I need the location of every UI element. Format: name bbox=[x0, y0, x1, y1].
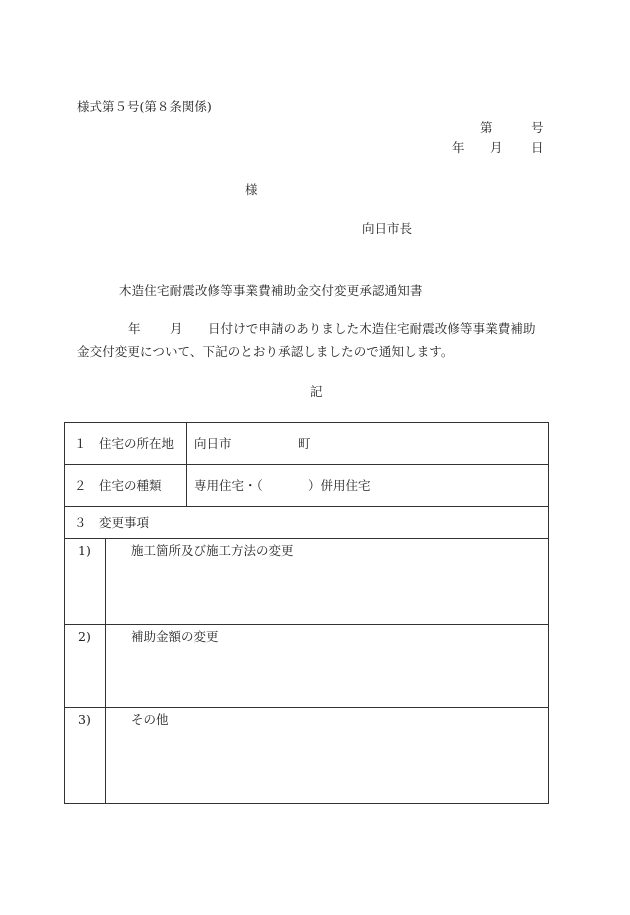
column-divider bbox=[186, 465, 187, 506]
form-number-label: 様式第５号(第８条関係) bbox=[77, 99, 212, 114]
ki-marker: 記 bbox=[310, 384, 323, 399]
table-row-change-items-header bbox=[65, 507, 548, 539]
body-text-line-1: 日付けで申請のありました木造住宅耐震改修等事業費補助 bbox=[208, 321, 536, 336]
change-items-label: ３ 変更事項 bbox=[74, 515, 150, 530]
location-city: 向日市 bbox=[194, 436, 232, 451]
date-year-label: 年 bbox=[452, 140, 465, 155]
location-label: １ 住宅の所在地 bbox=[74, 436, 175, 451]
body-text-line-2: 金交付変更について、下記のとおり承認しましたので通知します。 bbox=[77, 344, 454, 359]
date-month-label: 月 bbox=[490, 140, 503, 155]
column-divider bbox=[105, 539, 106, 624]
table-row-location bbox=[65, 423, 548, 465]
body-month-label: 月 bbox=[170, 321, 183, 336]
detail-table bbox=[64, 422, 549, 804]
change-item-label: その他 bbox=[131, 712, 169, 727]
date-day-label: 日 bbox=[531, 140, 544, 155]
house-type-combined: ）併用住宅 bbox=[308, 478, 371, 493]
document-number-suffix: 号 bbox=[531, 120, 544, 135]
table-row-change-item-3 bbox=[65, 708, 548, 803]
change-item-number: 1) bbox=[78, 543, 91, 558]
table-row-change-item-2 bbox=[65, 625, 548, 708]
sender-name: 向日市長 bbox=[362, 221, 413, 236]
house-type-dedicated: 専用住宅・（ bbox=[194, 478, 263, 493]
column-divider bbox=[105, 625, 106, 707]
change-item-number: 2) bbox=[78, 629, 91, 644]
change-item-number: 3) bbox=[78, 712, 91, 727]
house-type-label: ２ 住宅の種類 bbox=[74, 478, 162, 493]
document-number-prefix: 第 bbox=[480, 120, 493, 135]
body-paragraph-line-1 bbox=[0, 323, 630, 339]
change-item-label: 施工箇所及び施工方法の変更 bbox=[131, 543, 294, 558]
table-row-change-item-1 bbox=[65, 539, 548, 625]
body-year-label: 年 bbox=[128, 321, 141, 336]
document-title: 木造住宅耐震改修等事業費補助金交付変更承認通知書 bbox=[119, 283, 423, 298]
addressee-honorific: 様 bbox=[245, 182, 258, 197]
change-item-label: 補助金額の変更 bbox=[131, 629, 219, 644]
column-divider bbox=[186, 423, 187, 464]
table-row-house-type bbox=[65, 465, 548, 507]
column-divider bbox=[105, 708, 106, 803]
location-town: 町 bbox=[298, 436, 311, 451]
